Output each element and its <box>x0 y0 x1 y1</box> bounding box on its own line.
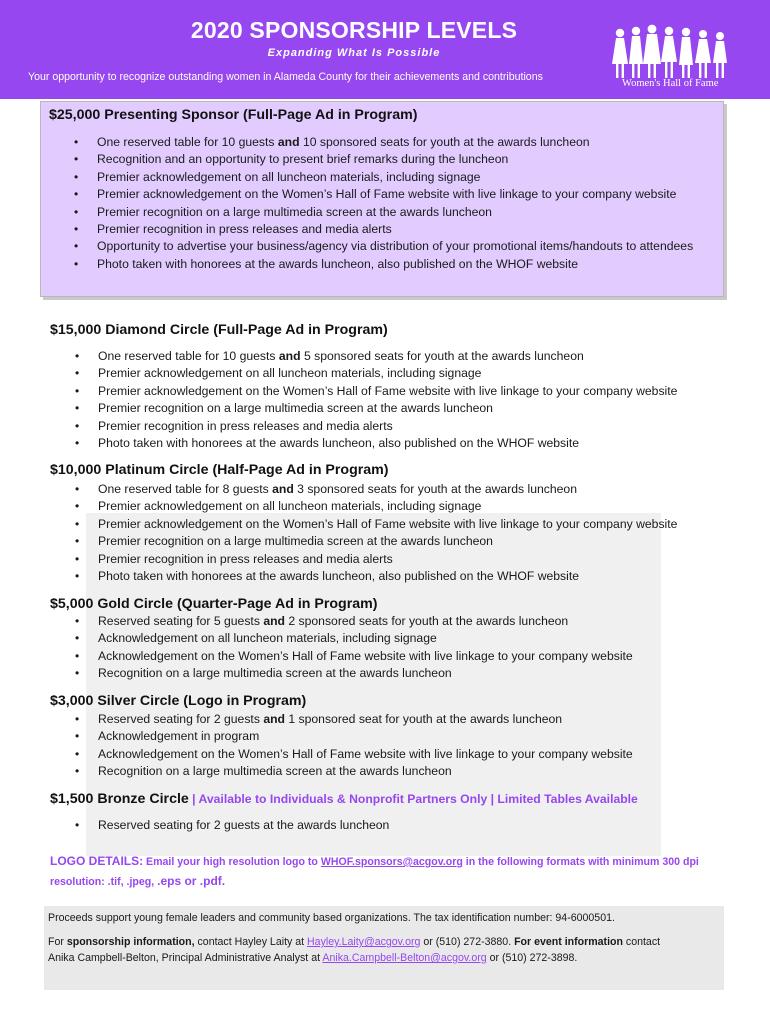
womens-hall-of-fame-logo <box>608 22 732 96</box>
tier-benefits-list <box>50 711 740 781</box>
page-subtitle: Expanding What Is Possible <box>267 47 441 59</box>
header-banner <box>0 0 770 99</box>
presenting-sponsor-box <box>40 101 724 297</box>
tier-heading: $3,000 Silver Circle (Logo in Program) <box>50 693 307 709</box>
anika-email-link[interactable]: Anika.Campbell-Belton@acgov.org <box>322 952 487 964</box>
tagline: Your opportunity to recognize outstanding women in Alameda County for their achievements and contributions <box>28 71 543 83</box>
tier-benefits-list <box>50 613 740 683</box>
list-item: • Acknowledgement on the Women’s Hall of Fame website with live linkage to your company website <box>50 648 740 665</box>
list-item: • Premier recognition on a large multimedia screen at the awards luncheon <box>50 400 740 417</box>
list-item: • Premier acknowledgement on all luncheon materials, including signage <box>49 169 721 186</box>
list-item: • Photo taken with honorees at the awards luncheon, also published on the WHOF website <box>50 568 740 585</box>
list-item: • Acknowledgement on the Women’s Hall of Fame website with live linkage to your company website <box>50 746 740 763</box>
list-item: • One reserved table for 10 guests and 5 sponsored seats for youth at the awards luncheon <box>50 348 740 365</box>
tier-heading: $25,000 Presenting Sponsor (Full-Page Ad in Program) <box>49 107 418 123</box>
bronze-availability-note: | Available to Individuals & Nonprofit Partners Only | Limited Tables Available <box>188 792 638 806</box>
list-item: • Premier acknowledgement on the Women’s Hall of Fame website with live linkage to your company website <box>50 383 740 400</box>
tier-benefits-list <box>50 481 740 585</box>
list-item: • Premier recognition on a large multimedia screen at the awards luncheon <box>49 204 721 221</box>
women-silhouettes-icon <box>608 22 732 80</box>
list-item: • Reserved seating for 2 guests at the awards luncheon <box>50 817 740 834</box>
logo-details: LOGO DETAILS: Email your high resolution logo to WHOF.sponsors@acgov.org in the following formats with minimum 300 dpi resolution: .tif, .jpeg, .eps or .pdf. <box>50 854 699 888</box>
list-item: • Recognition on a large multimedia screen at the awards luncheon <box>50 763 740 780</box>
proceeds-statement: Proceeds support young female leaders and community based organizations. The tax identification number: 94-6000501. <box>48 912 615 924</box>
tier-benefits-list <box>50 817 740 834</box>
footer-info-box <box>44 906 724 990</box>
list-item: • Premier recognition on a large multimedia screen at the awards luncheon <box>50 533 740 550</box>
list-item: • Premier recognition in press releases and media alerts <box>50 418 740 435</box>
tier-benefits-list <box>49 134 721 273</box>
tier-heading-title: $1,500 Bronze Circle <box>50 791 189 807</box>
list-item: • Premier acknowledgement on all luncheon materials, including signage <box>50 365 740 382</box>
list-item: • Reserved seating for 2 guests and 1 sponsored seat for youth at the awards luncheon <box>50 711 740 728</box>
list-item: • One reserved table for 10 guests and 10 sponsored seats for youth at the awards luncheon <box>49 134 721 151</box>
tier-benefits-list <box>50 348 740 452</box>
list-item: • Premier recognition in press releases and media alerts <box>50 551 740 568</box>
list-item: • Opportunity to advertise your business/agency via distribution of your promotional items/handouts to attendees <box>49 238 721 255</box>
list-item: • Reserved seating for 5 guests and 2 sponsored seats for youth at the awards luncheon <box>50 613 740 630</box>
tier-heading: $10,000 Platinum Circle (Half-Page Ad in Program) <box>50 462 389 478</box>
logo-text: Women's Hall of Fame <box>622 78 719 89</box>
list-item: • Photo taken with honorees at the awards luncheon, also published on the WHOF website <box>49 256 721 273</box>
page-title: 2020 SPONSORSHIP LEVELS <box>190 17 518 43</box>
list-item: • Recognition on a large multimedia screen at the awards luncheon <box>50 665 740 682</box>
list-item: • Premier recognition in press releases and media alerts <box>49 221 721 238</box>
sponsors-email-link[interactable]: WHOF.sponsors@acgov.org <box>320 856 463 868</box>
list-item: • Premier acknowledgement on all luncheon materials, including signage <box>50 498 740 515</box>
contact-line-2: Anika Campbell-Belton, Principal Administrative Analyst at Anika.Campbell-Belton@acgov.org or (510) 272-3898. <box>48 952 578 964</box>
list-item: • Recognition and an opportunity to present brief remarks during the luncheon <box>49 151 721 168</box>
list-item: • One reserved table for 8 guests and 3 sponsored seats for youth at the awards luncheon <box>50 481 740 498</box>
list-item: • Photo taken with honorees at the awards luncheon, also published on the WHOF website <box>50 435 740 452</box>
tier-heading <box>50 791 638 807</box>
list-item: • Premier acknowledgement on the Women’s Hall of Fame website with live linkage to your company website <box>50 516 740 533</box>
tier-heading: $15,000 Diamond Circle (Full-Page Ad in Program) <box>50 322 388 338</box>
hayley-email-link[interactable]: Hayley.Laity@acgov.org <box>307 936 421 948</box>
contact-line: For sponsorship information, contact Hayley Laity at Hayley.Laity@acgov.org or (510) 272-3880. For event information contact <box>48 936 661 948</box>
list-item: • Premier acknowledgement on the Women’s Hall of Fame website with live linkage to your company website <box>49 186 721 203</box>
tier-heading: $5,000 Gold Circle (Quarter-Page Ad in Program) <box>50 596 378 612</box>
logo-details-label: LOGO DETAILS: <box>50 854 144 868</box>
list-item: • Acknowledgement in program <box>50 728 740 745</box>
list-item: • Acknowledgement on all luncheon materials, including signage <box>50 630 740 647</box>
